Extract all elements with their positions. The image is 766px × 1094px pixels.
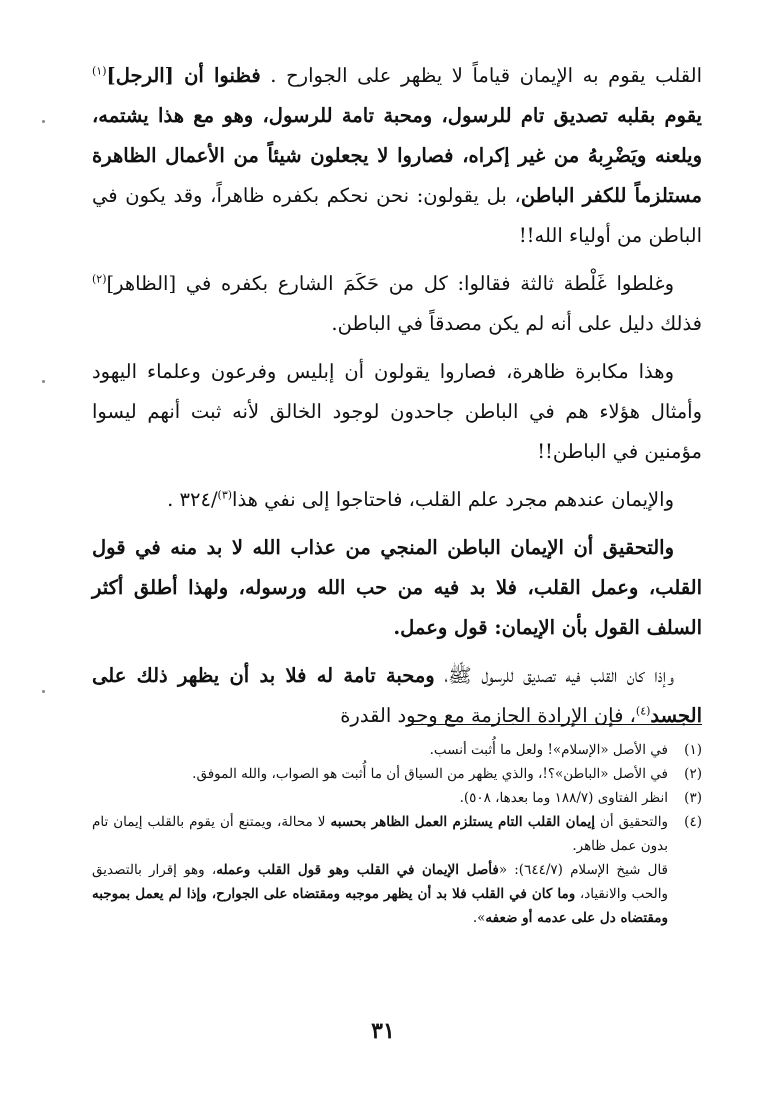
paragraph-2 <box>92 264 702 344</box>
footnote-2 <box>92 762 702 786</box>
footnote-4-number: (٤) <box>684 814 702 830</box>
scan-speck <box>42 690 45 693</box>
footnote-4-body <box>92 810 668 930</box>
fn4-a3: لا محالة، ويمتنع أن يقوم بالقلب إيمان تام بدون عمل ظاهر. <box>92 814 668 854</box>
paragraph-4 <box>92 480 702 520</box>
fn4-b2: فأصل الإيمان في القلب وهو قول القلب وعمله <box>216 862 499 878</box>
p3-text: وهذا مكابرة ظاهرة، فصاروا يقولون أن إبليس وفرعون وعلماء اليهود وأمثال هؤلاء هم في الباطن جاحدون لوجود الخالق لأنه ثبت أنهم ليسوا مؤمنين في الباطن!! <box>92 360 702 463</box>
p1-bold-c: يقوم بقلبه تصديق تام للرسول، ومحبة تامة للرسول، وهو مع هذا يشتمه، ويلعنه ويَضْرِبهُ من غير إكراه، فصاروا لا يجعلون شيئاً من الأعمال الظاهرة مستلزماً للكفر الباطن <box>92 104 702 207</box>
footnote-1-text: في الأصل «الإسلام»! ولعل ما أُثبت أنسب. <box>429 742 668 758</box>
fn4-b4: وما كان في القلب فلا بد أن يظهر موجبه ومقتضاه على الجوارح، وإذا لم يعمل بموجبه ومقتضاه دل على عدمه أو ضعفه <box>92 886 668 926</box>
footnote-3 <box>92 786 702 810</box>
p1-text-d: ، بل يقولون: نحن نحكم بكفره ظاهراً، وقد يكون في الباطن من أولياء الله!! <box>92 184 702 247</box>
paragraph-1 <box>92 56 702 256</box>
main-text <box>92 56 702 744</box>
footnote-3-number: (٣) <box>684 790 702 806</box>
scan-speck <box>42 380 45 383</box>
p2-text-b: فذلك دليل على أنه لم يكن مصدقاً في الباطن. <box>331 312 702 335</box>
p4-text-b: /٣٢٤ . <box>167 488 218 511</box>
footnote-2-text: في الأصل «الباطن»؟!، والذي يظهر من السياق أن ما أُثبت هو الصواب، والله الموفق. <box>192 766 668 782</box>
footnote-ref-2[interactable]: (٢) <box>92 272 107 286</box>
fn4-a1: والتحقيق أن <box>595 814 668 830</box>
p6-text-c: ، فإن الإرادة الجازمة مع وجود القدرة <box>340 704 636 727</box>
p1-bold-b: فظنوا أن [الرجل] <box>106 64 261 87</box>
p5-text: والتحقيق أن الإيمان الباطن المنجي من عذاب الله لا بد منه في قول القلب، وعمل القلب، فلا بد فيه من حب الله ورسوله، ولهذا أطلق أكثر السلف القول بأن الإيمان: قول وعمل. <box>92 536 702 639</box>
footnote-ref-3[interactable]: (٣) <box>217 488 233 502</box>
scan-speck <box>42 120 45 123</box>
page-number: ٣١ <box>371 1018 395 1044</box>
footnote-2-number: (٢) <box>684 766 702 782</box>
p4-text-a: والإيمان عندهم مجرد علم القلب، فاحتاجوا إلى نفي هذا <box>232 488 674 511</box>
paragraph-5 <box>92 528 702 648</box>
footnote-1-number: (١) <box>684 742 702 758</box>
footnote-3-text: انظر الفتاوى (١٨٨/٧ وما بعدها، ٥٠٨). <box>459 790 668 806</box>
footnote-4-line-2 <box>92 858 668 930</box>
footnote-1 <box>92 738 702 762</box>
paragraph-3 <box>92 352 702 472</box>
fn4-a2: إيمان القلب التام يستلزم العمل الظاهر بحسبه <box>330 814 596 830</box>
footnote-ref-1[interactable]: (١) <box>92 64 107 78</box>
footnote-separator <box>408 724 702 725</box>
footnote-4-line-1 <box>92 810 668 858</box>
fn4-b3: ، وهو إقرار بالتصديق والحب والانقياد، <box>92 862 668 902</box>
footnote-4 <box>92 810 702 930</box>
p2-text-a: وغلطوا غَلْطة ثالثة فقالوا: كل من حَكَمَ الشارع بكفره في [الظاهر] <box>106 272 674 295</box>
p6-text-a: وإذا كان القلب فيه تصديق للرسول ﷺ، <box>434 664 674 687</box>
p6-bold-b: ومحبة تامة له فلا بد أن يظهر ذلك على الجسد <box>92 664 702 727</box>
fn4-b5: ». <box>472 910 486 926</box>
fn4-b1: قال شيخ الإسلام (٦٤٤/٧): « <box>498 862 669 878</box>
footnote-ref-4[interactable]: (٤) <box>635 704 651 718</box>
footnotes <box>92 738 702 930</box>
p1-text-a: القلب يقوم به الإيمان قياماً لا يظهر على الجوارح . <box>260 64 703 87</box>
